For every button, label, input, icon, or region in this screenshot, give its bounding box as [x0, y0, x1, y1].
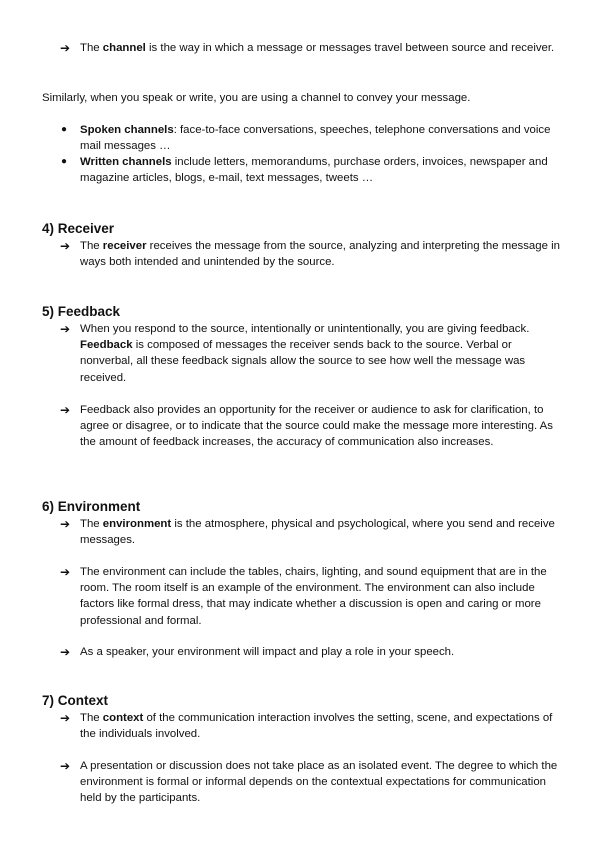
- arrow-bullet-icon: ➔: [60, 645, 71, 659]
- environment-heading: 6) Environment: [42, 499, 141, 514]
- environment-definition: The environment is the atmosphere, physical and psychological, where you send and receive messages.: [80, 518, 555, 547]
- arrow-bullet-icon: ➔: [60, 41, 71, 55]
- feedback-opportunity: Feedback also provides an opportunity for the receiver or audience to ask for clarification, to agree or disagree, or to indicate that the source could make the message more interesting. As the amount of feedback increases, the accuracy of communication also increases.: [80, 404, 553, 449]
- arrow-bullet-icon: ➔: [60, 759, 71, 773]
- written-channels-item: Written channels include letters, memorandums, purchase orders, invoices, newspaper and magazine articles, blogs, e-mail, text messages, tweets …: [80, 156, 548, 185]
- context-definition: The context of the communication interaction involves the setting, scene, and expectations of the individuals involved.: [80, 712, 553, 741]
- similarly-paragraph: Similarly, when you speak or write, you are using a channel to convey your message.: [42, 92, 471, 104]
- dot-bullet-icon: ●: [61, 124, 68, 135]
- environment-speaker: As a speaker, your environment will impact and play a role in your speech.: [80, 646, 455, 658]
- dot-bullet-icon: ●: [61, 156, 68, 167]
- environment-factors: The environment can include the tables, chairs, lighting, and sound equipment that are in the room. The room itself is an example of the environment. The environment can also include factors like formal dress, that may indicate whether a discussion is open and caring or more professional and formal.: [80, 566, 547, 627]
- context-heading: 7) Context: [42, 693, 109, 708]
- arrow-bullet-icon: ➔: [60, 322, 71, 336]
- feedback-definition: When you respond to the source, intentionally or unintentionally, you are giving feedback. Feedback is composed of messages the receiver sends back to the source. Verbal or nonverbal, all these feedback signals allow the source to see how well the message was received.: [80, 323, 530, 384]
- arrow-bullet-icon: ➔: [60, 517, 71, 531]
- receiver-definition: The receiver receives the message from the source, analyzing and interpreting the message in ways both intended and unintended by the source.: [80, 240, 560, 269]
- arrow-bullet-icon: ➔: [60, 565, 71, 579]
- context-presentation: A presentation or discussion does not take place as an isolated event. The degree to which the environment is formal or informal depends on the contextual expectations for communication held by the participants.: [80, 760, 558, 805]
- feedback-heading: 5) Feedback: [42, 304, 121, 319]
- arrow-bullet-icon: ➔: [60, 403, 71, 417]
- arrow-bullet-icon: ➔: [60, 239, 71, 253]
- channel-definition: The channel is the way in which a message or messages travel between source and receiver.: [80, 42, 555, 54]
- arrow-bullet-icon: ➔: [60, 711, 71, 725]
- spoken-channels-item: Spoken channels: face-to-face conversations, speeches, telephone conversations and voice mail messages …: [80, 124, 551, 153]
- receiver-heading: 4) Receiver: [42, 221, 115, 236]
